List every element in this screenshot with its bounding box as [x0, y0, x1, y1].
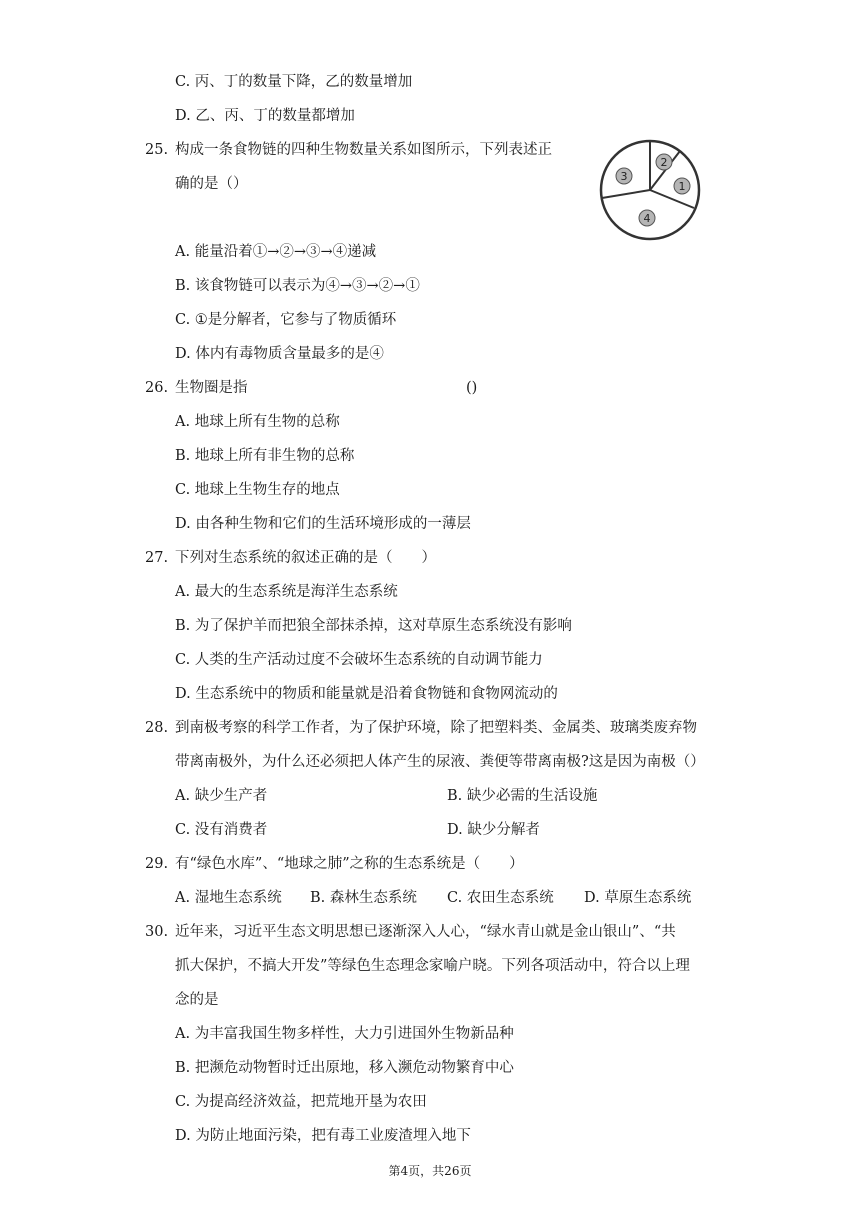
option-b: B. 该食物链可以表示为④→③→②→①	[175, 278, 420, 294]
svg-text:3: 3	[620, 170, 628, 183]
option-d: D. 生态系统中的物质和能量就是沿着食物链和食物网流动的	[175, 686, 558, 702]
option-c: C. 没有消费者	[175, 822, 268, 838]
option-c: C. 为提高经济效益，把荒地开垦为农田	[175, 1094, 427, 1110]
question-stem-continued: 确的是（）	[175, 176, 248, 192]
food-chain-pie-figure	[597, 138, 703, 244]
question-number: 25.	[145, 142, 169, 158]
question-stem: 生物圈是指	[175, 380, 248, 396]
option-a: A. 缺少生产者	[175, 788, 268, 804]
question-stem-continued: 念的是	[175, 992, 219, 1008]
option-a: A. 湿地生态系统	[175, 890, 282, 906]
question-stem: 构成一条食物链的四种生物数量关系如图所示，下列表述正	[175, 142, 552, 158]
option-b: B. 森林生态系统	[310, 890, 417, 906]
svg-text:2: 2	[660, 156, 668, 169]
answer-parentheses: ()	[466, 380, 478, 396]
pie-label-3	[616, 168, 632, 184]
option-d: D. 体内有毒物质含量最多的是④	[175, 346, 384, 362]
pie-label-1	[674, 178, 690, 194]
option-c: C. 地球上生物生存的地点	[175, 482, 340, 498]
option-c: C. 人类的生产活动过度不会破坏生态系统的自动调节能力	[175, 652, 543, 668]
option-b: B. 为了保护羊而把狼全部抹杀掉，这对草原生态系统没有影响	[175, 618, 572, 634]
option-a: A. 为丰富我国生物多样性，大力引进国外生物新品种	[175, 1026, 514, 1042]
option-c: C. 农田生态系统	[447, 890, 554, 906]
question-stem: 近年来，习近平生态文明思想已逐渐深入人心，“绿水青山就是金山银山”、“共	[175, 924, 676, 940]
option-b: B. 地球上所有非生物的总称	[175, 448, 355, 464]
question-stem: 有“绿色水库”、“地球之肺”之称的生态系统是（ ）	[175, 856, 524, 872]
option-c: C. ①是分解者，它参与了物质循环	[175, 312, 397, 328]
svg-text:4: 4	[643, 212, 651, 225]
option-d: D. 缺少分解者	[447, 822, 540, 838]
option-c: C. 丙、丁的数量下降，乙的数量增加	[175, 74, 413, 90]
question-number: 27.	[145, 550, 169, 566]
pie-label-4	[639, 210, 655, 226]
page-footer: 第4页，共26页	[388, 1164, 472, 1178]
question-number: 30.	[145, 924, 169, 940]
question-stem: 到南极考察的科学工作者，为了保护环境，除了把塑料类、金属类、玻璃类废弃物	[175, 720, 697, 736]
svg-text:1: 1	[678, 180, 686, 193]
option-d: D. 由各种生物和它们的生活环境形成的一薄层	[175, 516, 471, 532]
option-a: A. 最大的生态系统是海洋生态系统	[175, 584, 398, 600]
option-a: A. 地球上所有生物的总称	[175, 414, 340, 430]
option-d: D. 草原生态系统	[584, 890, 692, 906]
option-a: A. 能量沿着①→②→③→④递减	[175, 244, 377, 260]
option-d: D. 乙、丙、丁的数量都增加	[175, 108, 355, 124]
question-stem: 下列对生态系统的叙述正确的是（ ）	[175, 550, 436, 566]
option-b: B. 把濒危动物暂时迁出原地，移入濒危动物繁育中心	[175, 1060, 514, 1076]
question-number: 26.	[145, 380, 169, 396]
question-stem-continued: 带离南极外，为什么还必须把人体产生的尿液、粪便等带离南极?这是因为南极（）	[175, 754, 705, 770]
question-stem-continued: 抓大保护，不搞大开发”等绿色生态理念家喻户晓。下列各项活动中，符合以上理	[175, 958, 690, 974]
option-d: D. 为防止地面污染，把有毒工业废渣埋入地下	[175, 1128, 471, 1144]
question-number: 28.	[145, 720, 169, 736]
question-number: 29.	[145, 856, 169, 872]
option-b: B. 缺少必需的生活设施	[447, 788, 598, 804]
pie-label-2	[656, 154, 672, 170]
